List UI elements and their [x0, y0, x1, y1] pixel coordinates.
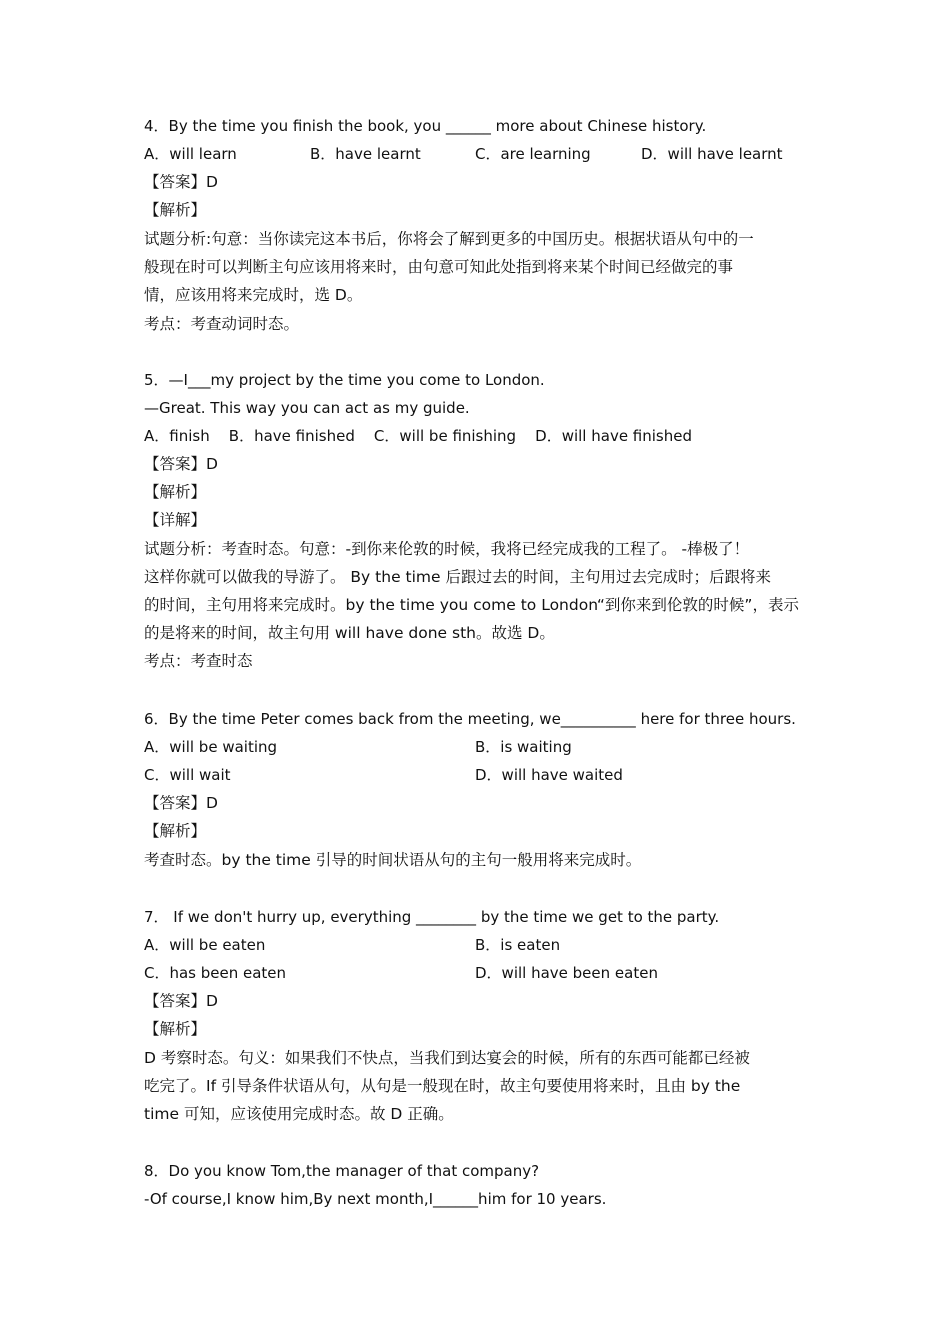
question-8-stem: 8．Do you know Tom,the manager of that company? — [144, 1162, 540, 1180]
question-4-option-a: A．will learn — [144, 145, 237, 163]
question-4-explanation-line: 般现在时可以判断主句应该用将来时，由句意可知此处指到将来某个时间已经做完的事 — [144, 258, 734, 276]
question-5-stem: 5．—I___my project by the time you come to London. — [144, 371, 545, 389]
question-5-detail-label: 【详解】 — [144, 511, 207, 529]
question-6-option-d: D．will have waited — [475, 766, 623, 784]
question-5-explanation-line: 试题分析：考查时态。句意：-到你来伦敦的时候，我将已经完成我的工程了。 -棒极了！ — [144, 540, 750, 558]
question-7-answer: 【答案】D — [144, 992, 218, 1010]
question-8-reply: -Of course,I know him,By next month,I______him for 10 years. — [144, 1190, 607, 1208]
question-6-analysis-label: 【解析】 — [144, 822, 207, 840]
question-6-option-a: A．will be waiting — [144, 738, 278, 756]
question-7-option-b: B．is eaten — [475, 936, 561, 954]
question-5-explanation-line: 的时间，主句用将来完成时。by the time you come to London“到你来到伦敦的时候”，表示 — [144, 596, 799, 614]
question-5-options: A．finish B．have finished C．will be finishing D．will have finished — [144, 427, 693, 445]
question-6-option-c: C．will wait — [144, 766, 231, 784]
question-7-explanation-line: time 可知，应该使用完成时态。故 D 正确。 — [144, 1105, 454, 1123]
question-7-option-c: C．has been eaten — [144, 964, 287, 982]
question-7-explanation-line: D 考察时态。句义：如果我们不快点，当我们到达宴会的时候，所有的东西可能都已经被 — [144, 1049, 750, 1067]
question-5-explanation-line: 考点：考查时态 — [144, 652, 253, 670]
question-4-option-b: B．have learnt — [310, 145, 421, 163]
question-4-option-d: D．will have learnt — [641, 145, 783, 163]
question-5-explanation-line: 这样你就可以做我的导游了。 By the time 后跟过去的时间，主句用过去完成时；后跟将来 — [144, 568, 771, 586]
question-6-answer: 【答案】D — [144, 794, 218, 812]
question-7-option-a: A．will be eaten — [144, 936, 266, 954]
question-5-explanation-line: 的是将来的时间，故主句用 will have done sth。故选 D。 — [144, 624, 555, 642]
question-5-reply: —Great. This way you can act as my guide. — [144, 399, 470, 417]
question-4-explanation-line: 考点：考查动词时态。 — [144, 315, 300, 333]
question-7-explanation-line: 吃完了。If 引导条件状语从句，从句是一般现在时，故主句要使用将来时，且由 by the — [144, 1077, 741, 1095]
question-5-answer: 【答案】D — [144, 455, 218, 473]
question-4-explanation-line: 试题分析:句意：当你读完这本书后，你将会了解到更多的中国历史。根据状语从句中的一 — [144, 230, 754, 248]
question-4-answer: 【答案】D — [144, 173, 218, 191]
question-5-analysis-label: 【解析】 — [144, 483, 207, 501]
question-6-stem: 6．By the time Peter comes back from the meeting, we__________ here for three hours. — [144, 710, 796, 728]
question-7-option-d: D．will have been eaten — [475, 964, 658, 982]
question-4-analysis-label: 【解析】 — [144, 201, 207, 219]
question-7-analysis-label: 【解析】 — [144, 1020, 207, 1038]
question-4-stem: 4．By the time you finish the book, you ______ more about Chinese history. — [144, 117, 707, 135]
question-7-stem: 7． If we don't hurry up, everything ________ by the time we get to the party. — [144, 908, 720, 926]
question-4-option-c: C．are learning — [475, 145, 591, 163]
question-4-explanation-line: 情，应该用将来完成时，选 D。 — [144, 286, 363, 304]
question-6-option-b: B．is waiting — [475, 738, 572, 756]
question-6-explanation-line: 考查时态。by the time 引导的时间状语从句的主句一般用将来完成时。 — [144, 851, 642, 869]
